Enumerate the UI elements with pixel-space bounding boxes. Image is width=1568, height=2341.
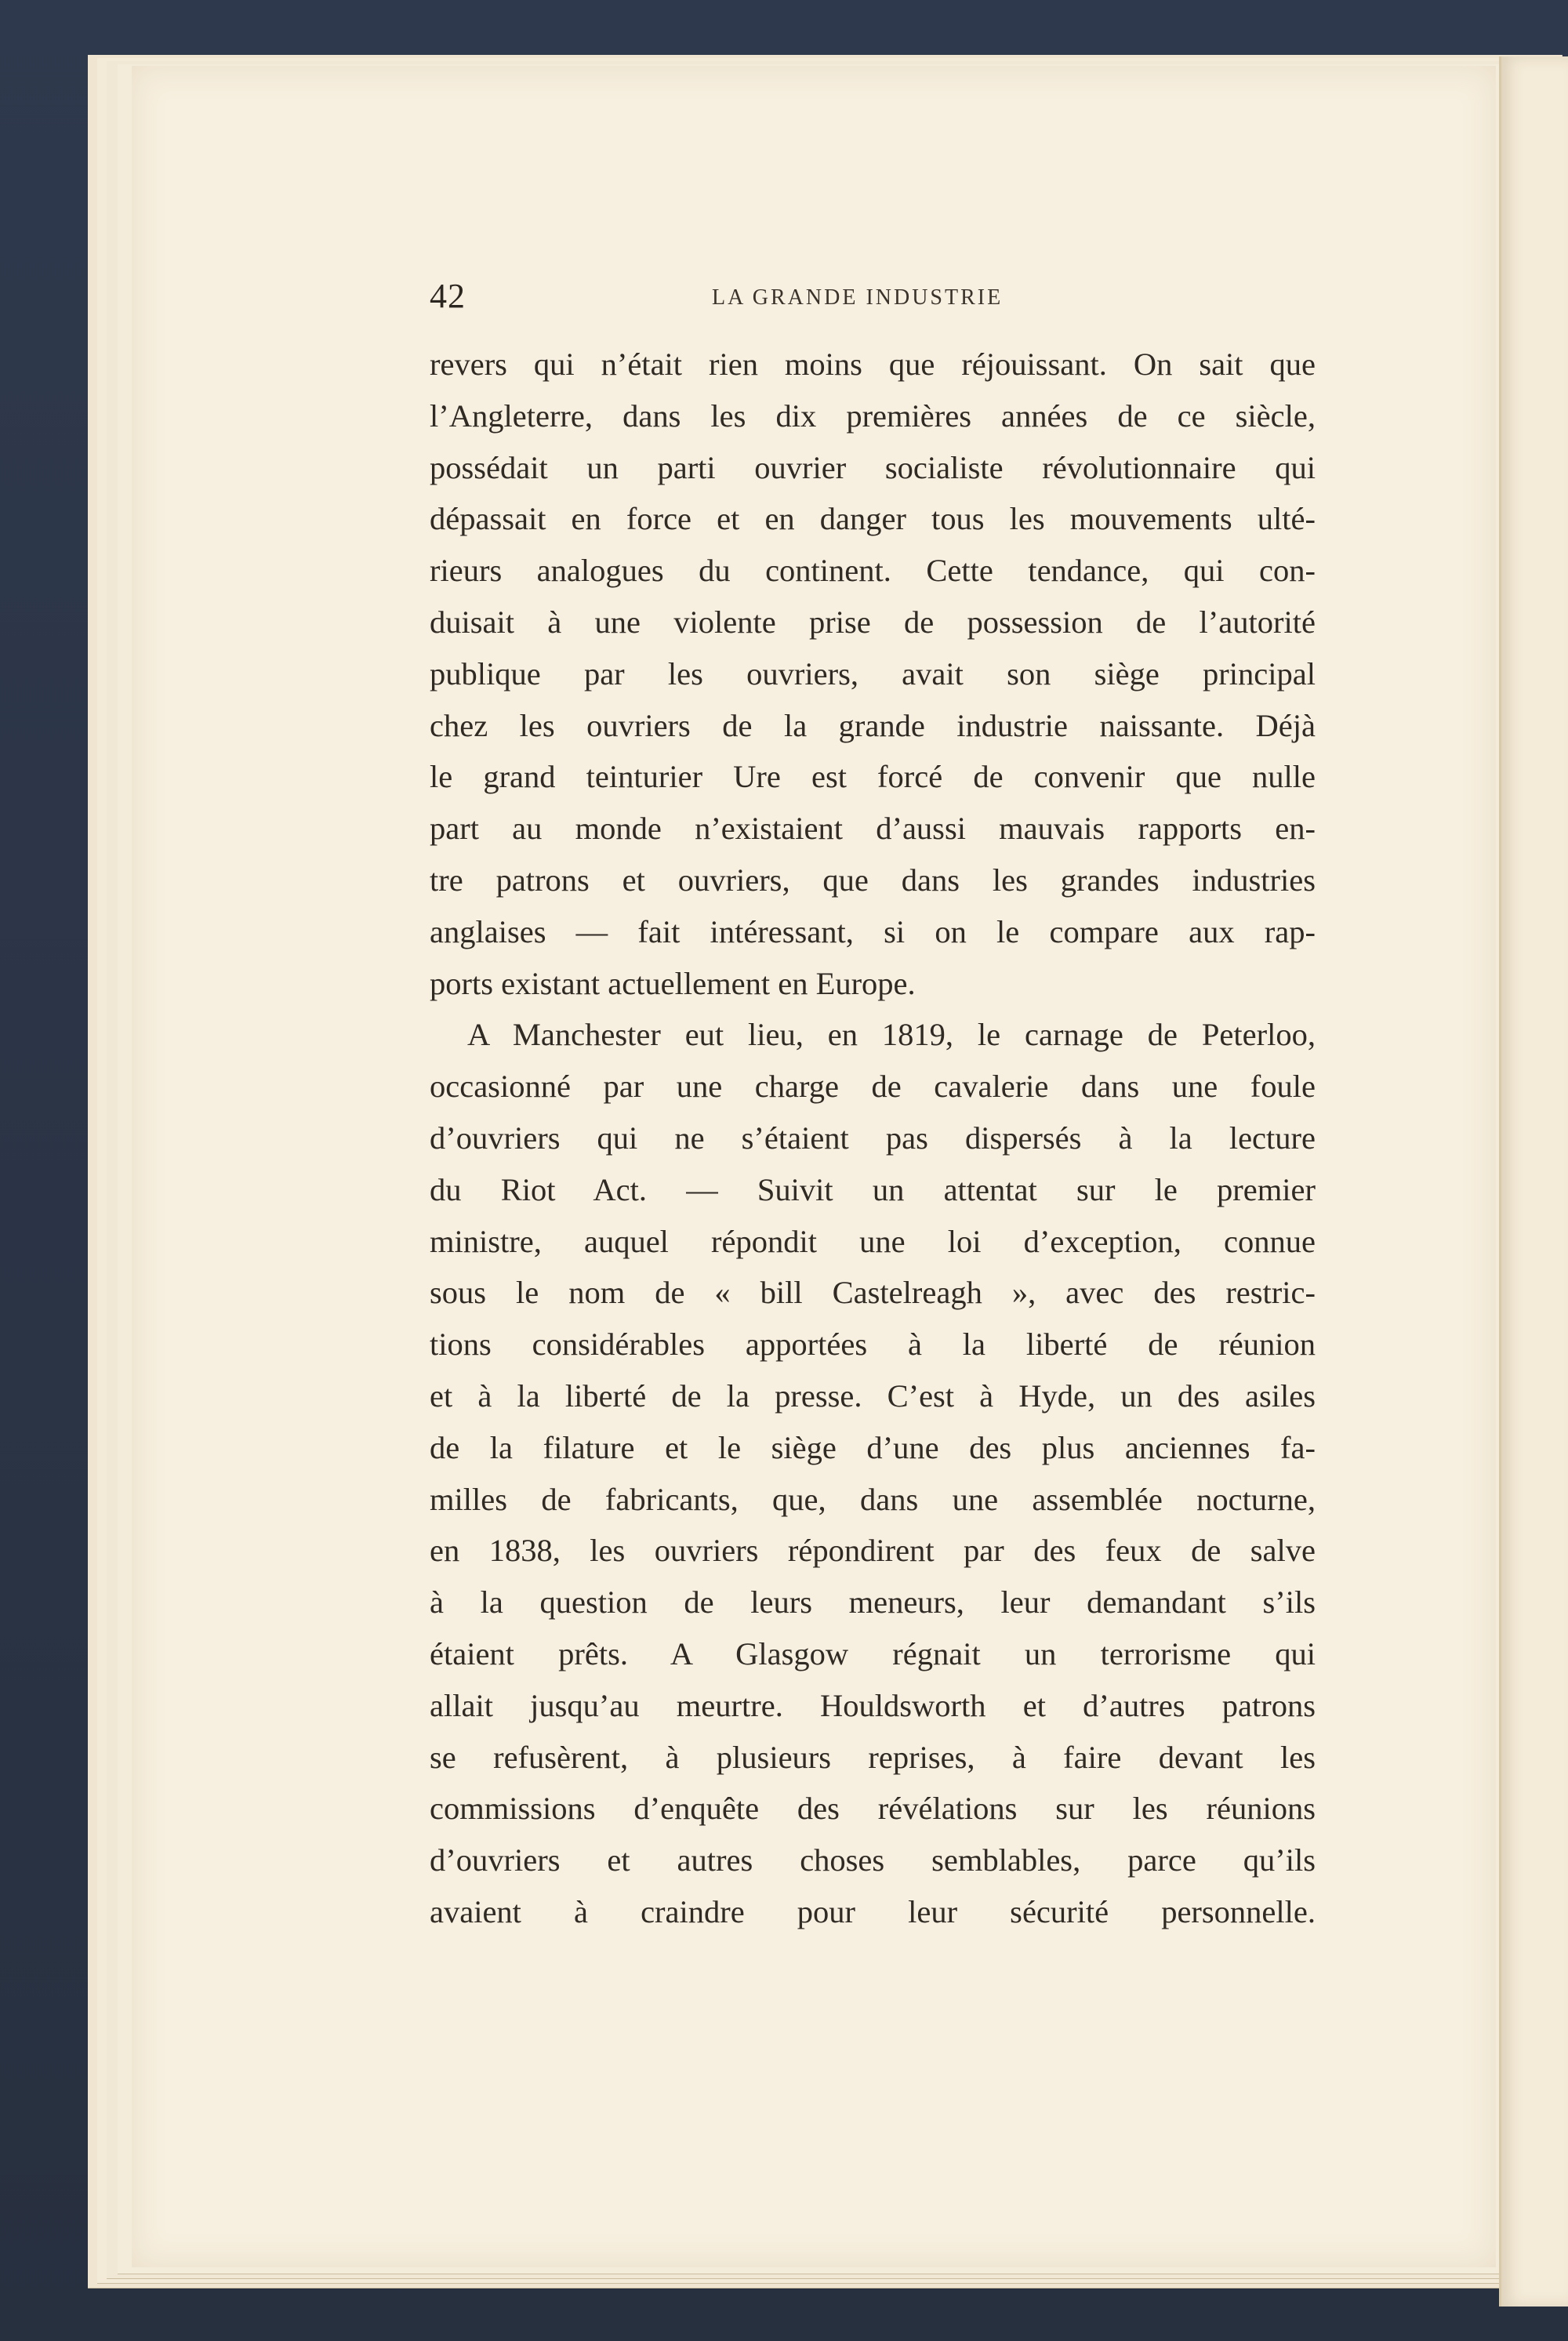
text-line: milles de fabricants, que, dans une assemblée nocturne, — [430, 1481, 1316, 1517]
text-line: l’Angleterre, dans les dix premières années de ce siècle, — [430, 397, 1316, 434]
page-number: 42 — [430, 277, 466, 315]
text-line: d’ouvriers et autres choses semblables, parce qu’ils — [430, 1842, 1316, 1878]
text-line: ports existant actuellement en Europe. — [430, 965, 916, 1001]
text-line: anglaises — fait intéressant, si on le compare aux rap- — [430, 913, 1316, 949]
text-line: occasionné par une charge de cavalerie dans une foule — [430, 1069, 1316, 1105]
body-text — [430, 339, 1316, 1938]
text-line: part au monde n’existaient d’aussi mauvais rapports en- — [430, 811, 1316, 847]
text-line: étaient prêts. A Glasgow régnait un terrorisme qui — [430, 1635, 1316, 1671]
text-line: ministre, auquel répondit une loi d’exception, connue — [430, 1223, 1316, 1259]
text-line: tions considérables apportées à la liberté de réunion — [430, 1327, 1316, 1363]
text-line: rieurs analogues du continent. Cette tendance, qui con- — [430, 553, 1316, 589]
running-title: LA GRANDE INDUSTRIE — [712, 285, 1004, 310]
text-line: le grand teinturier Ure est forcé de convenir que nulle — [430, 759, 1316, 795]
text-line: d’ouvriers qui ne s’étaient pas dispersés à la lecture — [430, 1120, 1316, 1156]
text-line: du Riot Act. — Suivit un attentat sur le premier — [430, 1171, 1316, 1207]
text-line: à la question de leurs meneurs, leur demandant s’ils — [430, 1584, 1316, 1621]
text-line: publique par les ouvriers, avait son siège principal — [430, 655, 1316, 691]
text-line: chez les ouvriers de la grande industrie naissante. Déjà — [430, 707, 1316, 743]
text-line: se refusèrent, à plusieurs reprises, à faire devant les — [430, 1739, 1316, 1775]
text-line: A Manchester eut lieu, en 1819, le carnage de Peterloo, — [467, 1017, 1316, 1053]
page-header — [430, 276, 1316, 323]
text-line: duisait à une violente prise de possession de l’autorité — [430, 604, 1316, 640]
text-line: avaient à craindre pour leur sécurité personnelle. — [430, 1893, 1316, 1929]
text-line: possédait un parti ouvrier socialiste révolutionnaire qui — [430, 449, 1316, 485]
text-line: sous le nom de « bill Castelreagh », avec des restric- — [430, 1275, 1316, 1311]
text-line: tre patrons et ouvriers, que dans les grandes industries — [430, 862, 1316, 898]
text-line: revers qui n’était rien moins que réjouissant. On sait que — [430, 347, 1316, 382]
text-line: de la filature et le siège d’une des plus anciennes fa- — [430, 1429, 1316, 1465]
text-line: commissions d’enquête des révélations sur les réunions — [430, 1791, 1316, 1827]
facing-page-edge — [1499, 56, 1568, 2307]
text-line: et à la liberté de la presse. C’est à Hyde, un des asiles — [430, 1377, 1316, 1414]
text-line: dépassait en force et en danger tous les mouvements ulté- — [430, 501, 1316, 537]
text-line: en 1838, les ouvriers répondirent par des feux de salve — [430, 1533, 1316, 1569]
text-line: allait jusqu’au meurtre. Houldsworth et d’autres patrons — [430, 1687, 1316, 1723]
